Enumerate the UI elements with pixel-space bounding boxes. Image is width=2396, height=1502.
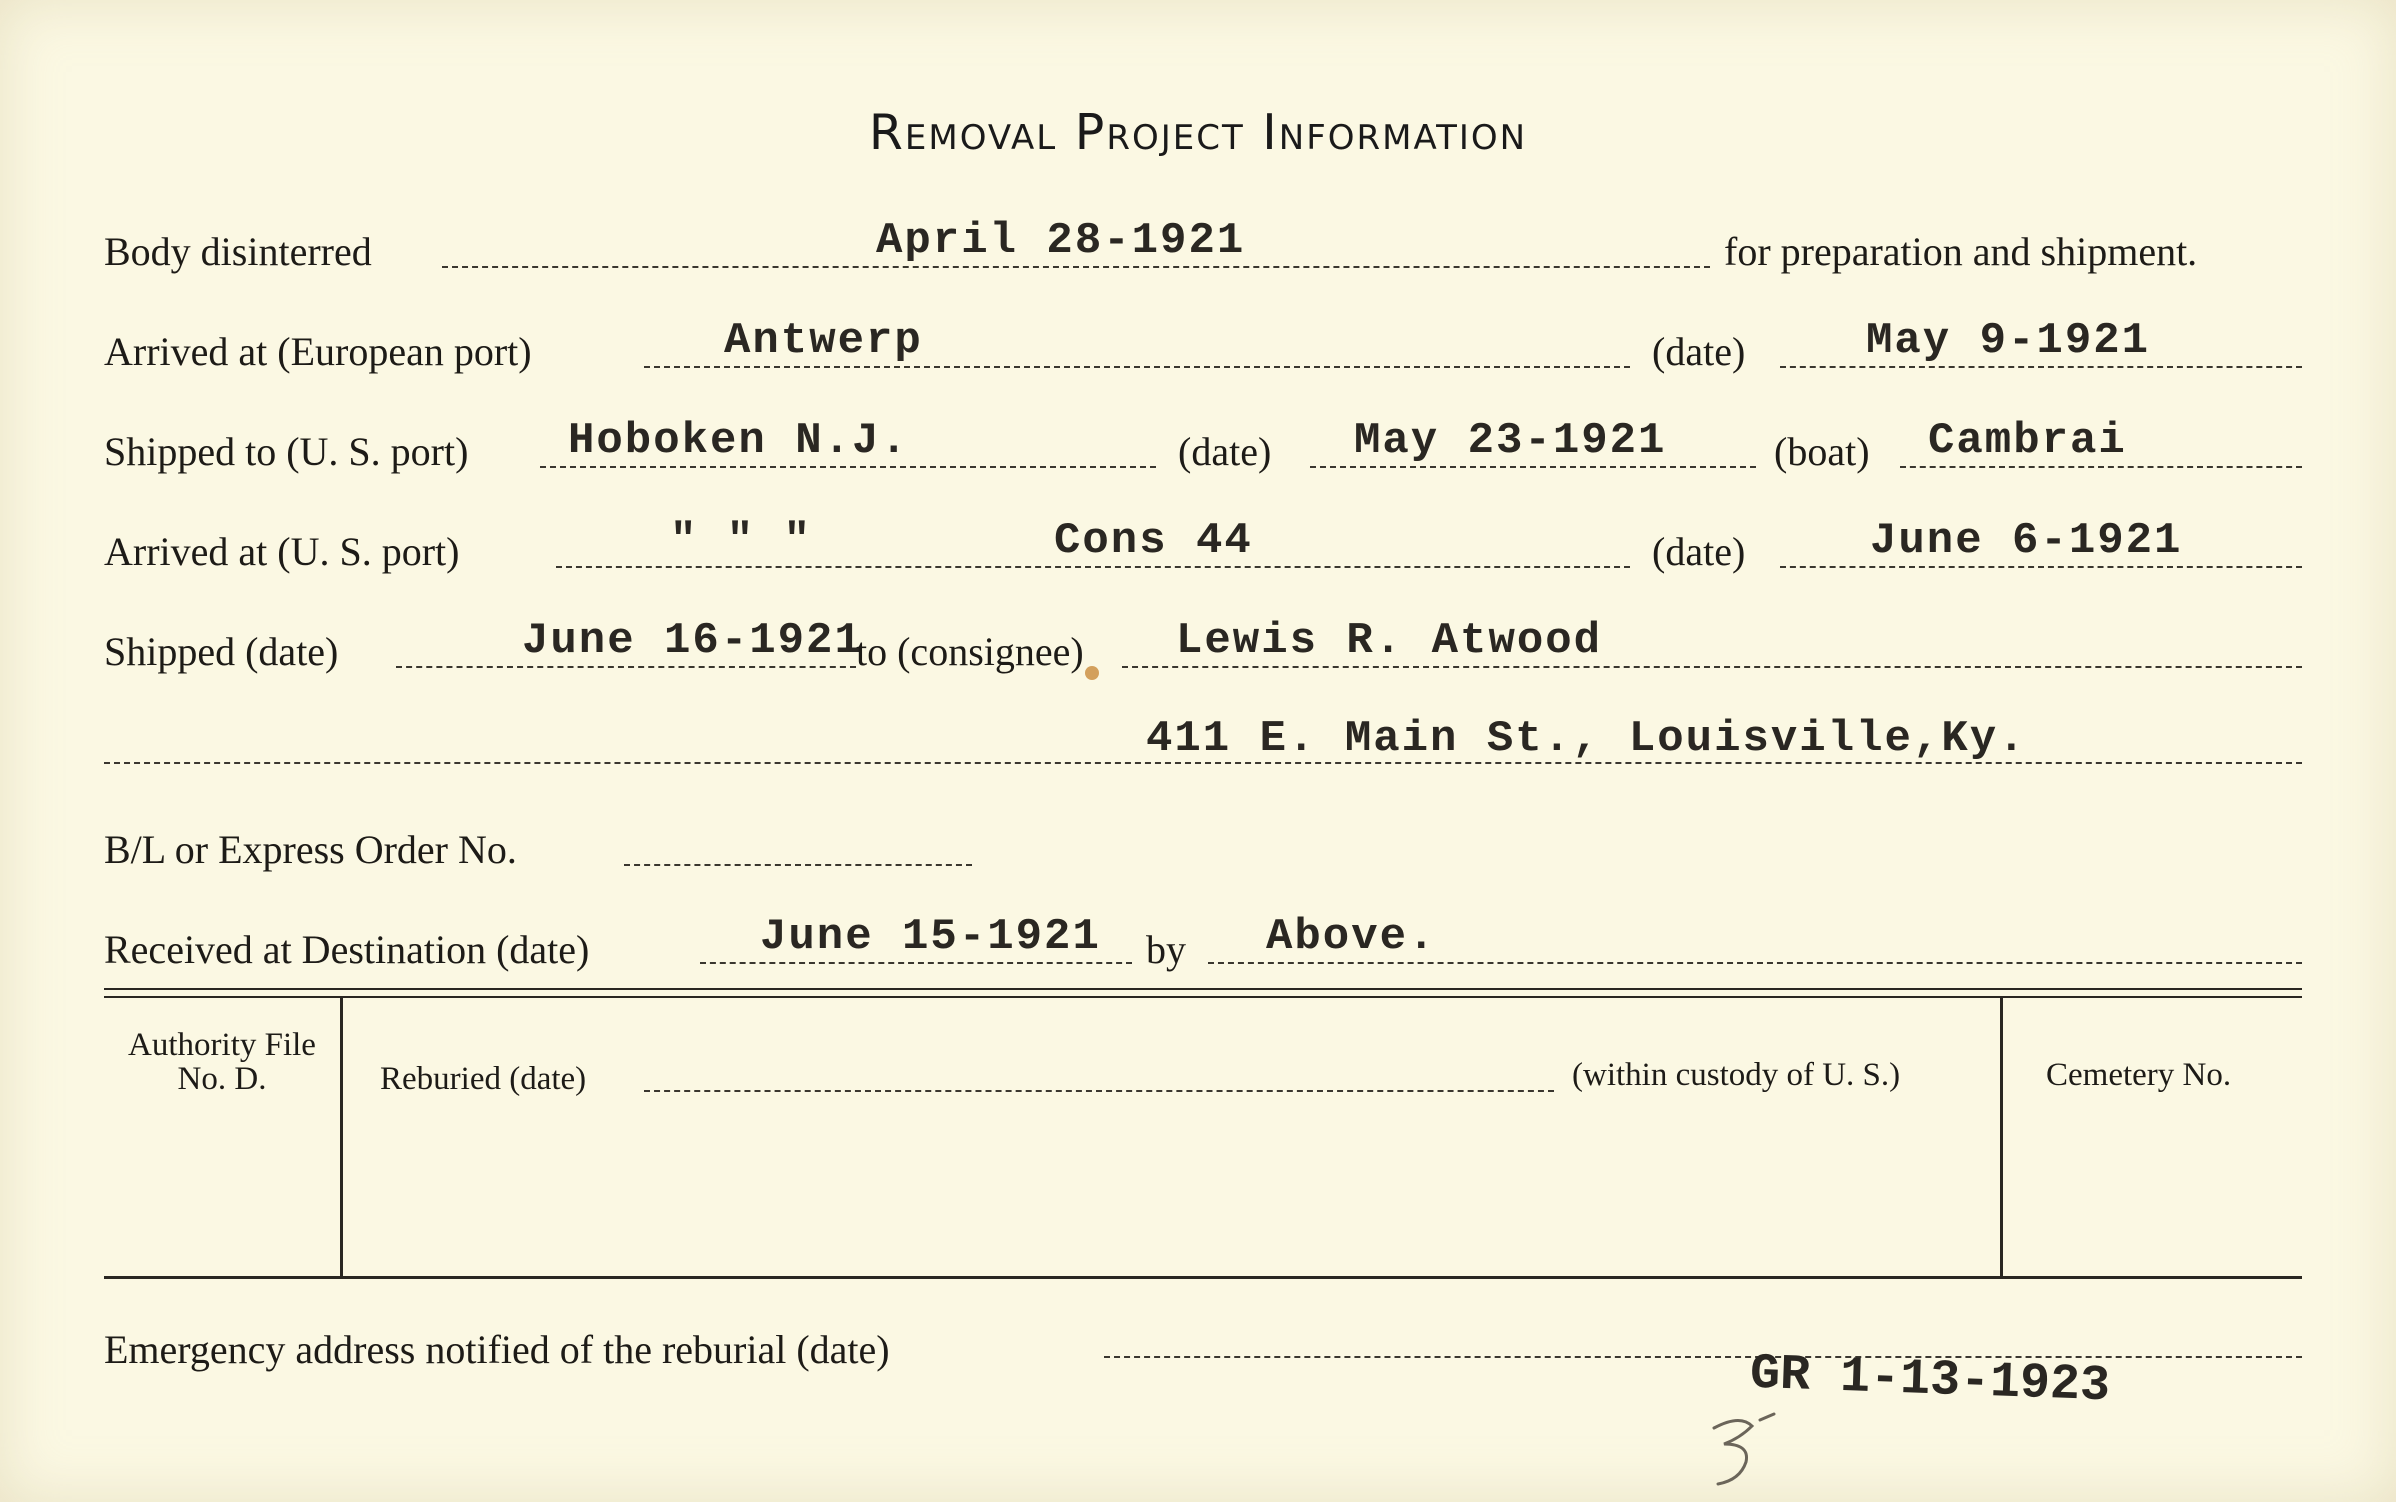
card-title: Removal Project Information — [868, 104, 1528, 161]
label-shipped-date: Shipped (date) — [104, 629, 339, 674]
value-us-shipped-date: May 23-1921 — [1354, 416, 1667, 466]
label-cemetery-no: Cemetery No. — [2046, 1057, 2232, 1093]
fill-line — [1310, 466, 1756, 468]
fill-line — [1780, 366, 2302, 368]
ink-spot — [1085, 666, 1099, 680]
value-received-by: Above. — [1266, 912, 1437, 962]
label-us-arrival-date: (date) — [1652, 529, 1746, 574]
value-us-port: Hoboken N.J. — [568, 416, 909, 466]
value-consignee-name: Lewis R. Atwood — [1176, 616, 1603, 666]
label-european-date: (date) — [1652, 329, 1746, 374]
label-boat: (boat) — [1774, 429, 1870, 474]
fill-line — [540, 466, 1156, 468]
label-shipped-to-us: Shipped to (U. S. port) — [104, 429, 469, 474]
fill-line — [442, 266, 1710, 268]
label-to-consignee: to (consignee) — [856, 629, 1084, 674]
fill-line — [1780, 566, 2302, 568]
box-divider-right — [2000, 998, 2003, 1276]
box-divider-left — [340, 998, 343, 1276]
box-top-rule — [104, 988, 2302, 990]
fill-line — [556, 566, 1630, 568]
fill-line — [624, 864, 972, 866]
gr-date-stamp: GR 1-13-1923 — [1749, 1345, 2111, 1416]
label-body-disinterred: Body disinterred — [104, 229, 372, 274]
fill-line — [644, 366, 1630, 368]
label-arrived-us: Arrived at (U. S. port) — [104, 529, 460, 574]
value-consignee-address: 411 E. Main St., Louisville,Ky. — [1146, 714, 2027, 764]
label-us-shipped-date: (date) — [1178, 429, 1272, 474]
value-shipped-date: June 16-1921 — [522, 616, 863, 666]
fill-line — [1900, 466, 2302, 468]
box-top-rule-2 — [104, 996, 2302, 998]
label-emergency-address: Emergency address notified of the reburial (date) — [104, 1327, 890, 1372]
label-by: by — [1146, 927, 1186, 972]
value-us-arrival-port: " " " — [670, 516, 813, 566]
value-received-date: June 15-1921 — [760, 912, 1101, 962]
value-disinterred-date: April 28-1921 — [876, 216, 1246, 266]
label-authority-file: Authority File No. D. — [128, 1027, 316, 1097]
fill-line — [644, 1090, 1554, 1092]
label-for-preparation: for preparation and shipment. — [1724, 229, 2198, 274]
value-european-port: Antwerp — [724, 316, 923, 366]
label-arrived-european: Arrived at (European port) — [104, 329, 532, 374]
label-received-destination: Received at Destination (date) — [104, 927, 590, 972]
box-bottom-rule — [104, 1276, 2302, 1279]
label-within-custody: (within custody of U. S.) — [1572, 1057, 1901, 1093]
value-boat: Cambrai — [1928, 416, 2127, 466]
fill-line — [1122, 666, 2302, 668]
fill-line — [700, 962, 1132, 964]
fill-line — [1208, 962, 2302, 964]
value-us-arrival-note: Cons 44 — [1054, 516, 1253, 566]
handwritten-mark-icon — [1700, 1410, 1790, 1490]
value-us-arrival-date: June 6-1921 — [1870, 516, 2183, 566]
value-european-arrival-date: May 9-1921 — [1866, 316, 2151, 366]
fill-line — [1104, 1356, 2302, 1358]
label-bl-order: B/L or Express Order No. — [104, 827, 517, 872]
fill-line — [396, 666, 856, 668]
label-reburied-date: Reburied (date) — [380, 1061, 587, 1097]
